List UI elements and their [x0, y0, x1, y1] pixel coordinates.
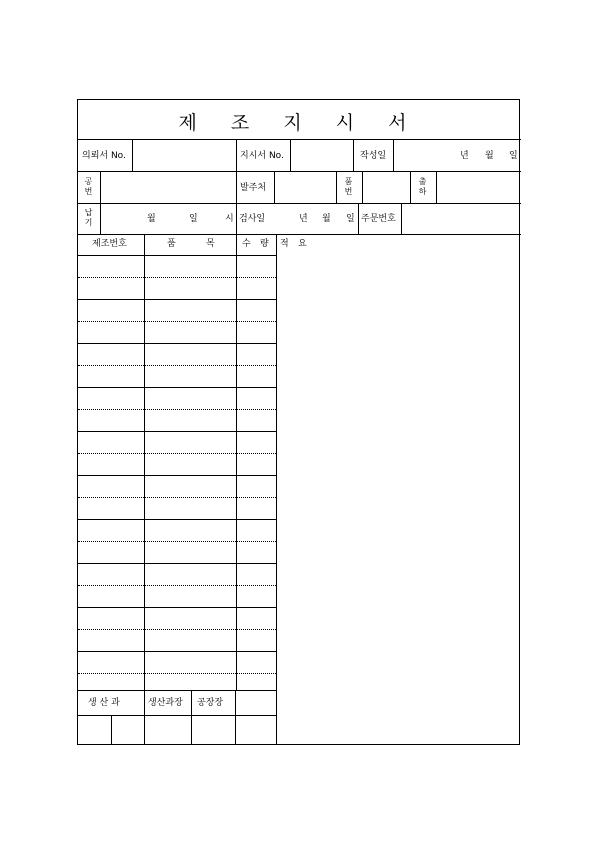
approval-production-dept: 생 산 과 [88, 698, 120, 708]
written-date-field[interactable] [394, 140, 520, 170]
order-no-field[interactable] [402, 204, 520, 233]
col-header-item-2: 목 [206, 239, 215, 249]
col-header-mfg-no: 제조번호 [92, 239, 127, 249]
summary-area[interactable] [277, 256, 520, 745]
col-header-qty-1: 수 [242, 239, 251, 249]
mfg-no-column-entries[interactable] [79, 256, 143, 690]
request-no-label: 의뢰서 No. [82, 151, 126, 161]
written-date-year: 년 [460, 151, 469, 161]
instruction-no-field[interactable] [291, 140, 352, 170]
inspection-month: 월 [322, 214, 331, 224]
delivery-month: 월 [147, 214, 156, 224]
form-title: 제 조 지 시 서 [178, 112, 421, 134]
approval-plant-manager: 공장장 [197, 698, 224, 708]
written-date-day: 일 [509, 151, 518, 161]
delivery-hour: 시 [225, 214, 234, 224]
orderer-label: 발주처 [240, 183, 267, 193]
order-no-label: 주문번호 [361, 214, 396, 224]
written-date-month: 월 [485, 151, 494, 161]
inspection-date-field[interactable] [273, 204, 357, 233]
col-header-summary-1: 적 [280, 239, 289, 249]
process-label-1: 공 [84, 177, 93, 186]
shipping-field[interactable] [437, 172, 520, 202]
inspection-day: 일 [346, 214, 355, 224]
item-no-label-1: 품 [344, 177, 353, 186]
process-label-2: 번 [84, 187, 93, 196]
delivery-date-field[interactable] [101, 204, 235, 233]
delivery-day: 일 [189, 214, 198, 224]
col-header-item-1: 품 [167, 239, 176, 249]
col-header-qty-2: 량 [260, 239, 269, 249]
orderer-field[interactable] [275, 172, 335, 202]
item-column-entries[interactable] [145, 256, 235, 690]
manufacturing-order-form [77, 99, 520, 745]
instruction-no-label: 지시서 No. [240, 151, 284, 161]
delivery-label-1: 납 [84, 208, 93, 217]
process-no-field[interactable] [101, 172, 235, 202]
shipping-label-2: 하 [418, 187, 427, 196]
qty-column-entries[interactable] [237, 256, 275, 690]
signature-box-production-manager[interactable] [145, 716, 190, 744]
signature-box-dept-2[interactable] [112, 716, 143, 744]
approval-production-manager: 생산과장 [148, 698, 183, 708]
signature-box-extra[interactable] [236, 691, 275, 744]
inspection-year: 년 [299, 214, 308, 224]
inspection-label: 검사일 [239, 214, 266, 224]
request-no-field[interactable] [133, 140, 235, 170]
shipping-label-1: 출 [418, 177, 427, 186]
signature-box-dept-1[interactable] [79, 716, 110, 744]
item-no-field[interactable] [363, 172, 409, 202]
written-date-label: 작성일 [360, 151, 387, 161]
item-no-label-2: 번 [344, 187, 353, 196]
col-header-summary-2: 요 [298, 239, 307, 249]
signature-box-plant-manager[interactable] [192, 716, 234, 744]
delivery-label-2: 기 [84, 218, 93, 227]
